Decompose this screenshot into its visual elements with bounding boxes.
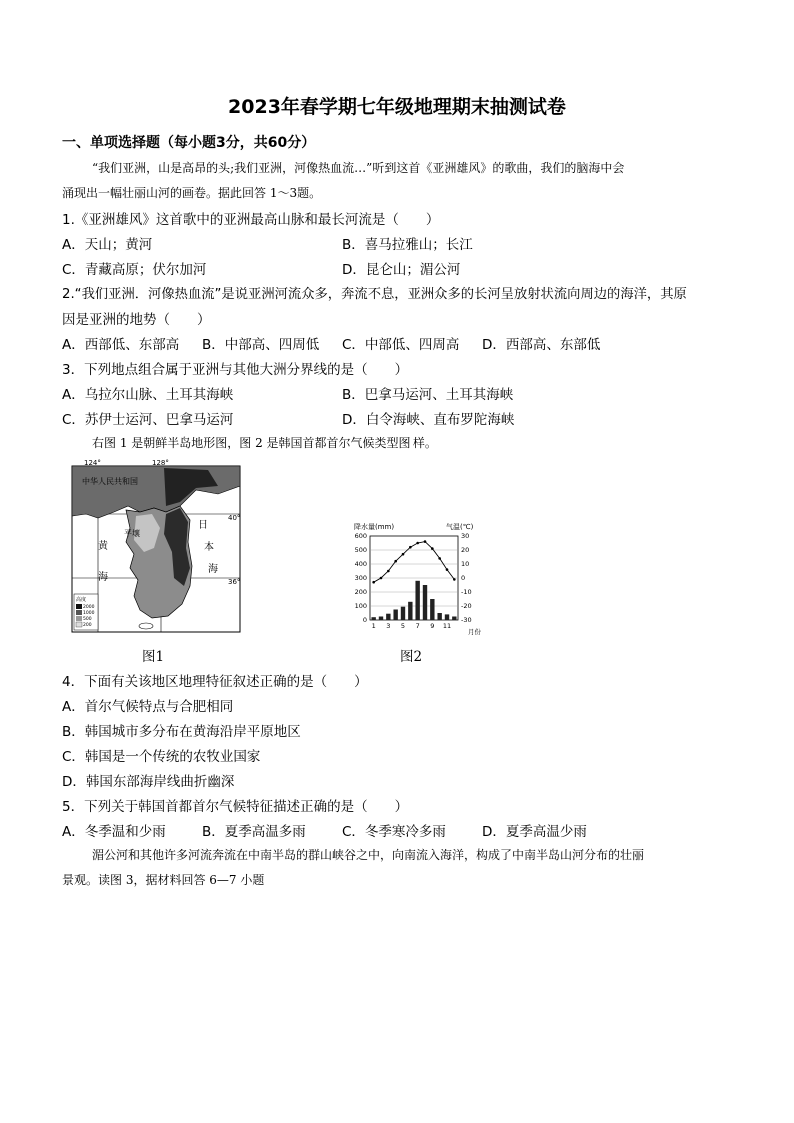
question-1-option-d[interactable]: D．昆仑山；湄公河: [342, 262, 461, 278]
climate-temp-tick-label: -10: [461, 588, 472, 597]
climate-month-tick-label: 11: [442, 622, 452, 630]
climate-temp-point: [438, 557, 441, 560]
question-3-option-c[interactable]: C．苏伊士运河、巴拿马运河: [62, 412, 234, 428]
map-label-yellow-sea: 黄: [98, 541, 108, 552]
question-5-option-a[interactable]: A．冬季温和少雨: [62, 824, 166, 840]
question-5-option-c[interactable]: C．冬季寒冷多雨: [342, 824, 446, 840]
figure-1-caption: 图1: [142, 649, 165, 665]
question-1-option-c[interactable]: C．青藏高原；伏尔加河: [62, 262, 207, 278]
question-2-option-a[interactable]: A．西部低、东部高: [62, 337, 180, 353]
material-intro-2: 右图 1 是朝鲜半岛地形图，图 2 是韩国首都首尔气候类型图 样。: [92, 436, 437, 450]
climate-precip-bar: [379, 617, 383, 621]
map-legend-value-1: 2000: [83, 605, 95, 610]
map-legend-value-2: 1000: [83, 611, 95, 616]
question-1-option-a[interactable]: A．天山；黄河: [62, 237, 153, 253]
climate-precip-tick-label: 100: [354, 602, 367, 611]
section-heading: 一、单项选择题（每小题3分，共60分）: [62, 135, 316, 151]
climate-precip-bar: [445, 614, 449, 620]
climate-precip-tick-label: 200: [354, 588, 367, 597]
question-5-option-b[interactable]: B．夏季高温多雨: [202, 824, 306, 840]
climate-precip-bar: [423, 585, 427, 620]
question-2-option-c[interactable]: C．中部低、四周高: [342, 337, 460, 353]
map-label-lon-128: 128°: [152, 459, 169, 467]
question-2-stem-a: 2.“我们亚洲．河像热血流”是说亚洲河流众多，奔流不息，亚洲众多的长河呈放射状流向周边的海洋，其原: [62, 287, 687, 302]
climate-temp-tick-label: -20: [461, 602, 472, 611]
climate-temp-point: [372, 581, 375, 584]
climate-precip-axis-label: 降水量(mm): [354, 523, 395, 531]
question-4-option-d[interactable]: D．韩国东部海岸线曲折幽深: [62, 774, 235, 790]
climate-month-tick-label: 3: [386, 622, 391, 630]
climate-precip-tick-label: 300: [354, 574, 367, 583]
map-label-lon-124: 124°: [84, 459, 101, 467]
climate-temp-point: [402, 553, 405, 556]
question-2-stem-b: 因是亚洲的地势（ ）: [62, 312, 211, 328]
climate-month-tick-label: 9: [430, 622, 435, 630]
question-1-option-b[interactable]: B．喜马拉雅山；长江: [342, 237, 473, 253]
question-2-option-d[interactable]: D．西部高、东部低: [482, 337, 601, 353]
question-3-stem: 3．下列地点组合属于亚洲与其他大洲分界线的是（ ）: [62, 362, 409, 378]
climate-precip-tick-label: 0: [362, 616, 367, 625]
page-title: 2023年春学期七年级地理期末抽测试卷: [228, 96, 566, 118]
question-5-option-d[interactable]: D．夏季高温少雨: [482, 824, 587, 840]
climate-temp-axis-label: 气温(℃): [446, 523, 474, 531]
climate-temp-point: [424, 540, 427, 543]
map-label-country: 中华人民共和国: [82, 477, 138, 486]
climate-precip-tick-label: 400: [354, 560, 367, 569]
question-3-option-d[interactable]: D．白令海峡、直布罗陀海峡: [342, 412, 515, 428]
climate-temp-point: [446, 568, 449, 571]
climate-precip-tick-label: 500: [354, 546, 367, 555]
map-legend-value-3: 500: [83, 617, 92, 622]
map-legend-value-4: 200: [83, 623, 92, 628]
question-2-option-b[interactable]: B．中部高、四周低: [202, 337, 320, 353]
climate-temp-point: [409, 546, 412, 549]
climate-precip-tick-label: 600: [354, 532, 367, 541]
climate-month-tick-label: 5: [400, 622, 406, 630]
map-label-japan-sea-1: 日: [198, 520, 208, 531]
climate-precip-bar: [430, 599, 434, 620]
question-5-stem: 5．下列关于韩国首都首尔气候特征描述正确的是（ ）: [62, 799, 409, 815]
climate-temp-point: [416, 542, 419, 545]
map-label-sea-char: 海: [98, 572, 108, 583]
climate-temp-tick-label: -30: [461, 616, 472, 625]
climate-temp-tick-label: 20: [461, 546, 470, 555]
question-3-option-a[interactable]: A．乌拉尔山脉、土耳其海峡: [62, 387, 234, 403]
climate-temp-point: [387, 570, 390, 573]
climate-precip-bar: [452, 617, 456, 621]
climate-precip-bar: [401, 607, 405, 620]
question-4-option-b[interactable]: B．韩国城市多分布在黄海沿岸平原地区: [62, 724, 301, 740]
material-intro-3a: 湄公河和其他许多河流奔流在中南半岛的群山峡谷之中，向南流入海洋，构成了中南半岛山河分布的壮丽: [92, 848, 645, 862]
climate-precip-bar: [408, 602, 412, 620]
climate-month-axis-label: 月份: [468, 628, 481, 636]
figure-2-caption: 图2: [400, 649, 423, 665]
climate-temp-point: [380, 577, 383, 580]
climate-temp-point: [394, 560, 397, 563]
climate-month-tick-label: 1: [371, 622, 376, 630]
question-4-option-a[interactable]: A．首尔气候特点与合肥相同: [62, 699, 234, 715]
material-intro-1a: “我们亚洲，山是高昂的头;我们亚洲，河像热血流…”听到这首《亚洲雄风》的歌曲，我们的脑海中会: [92, 161, 625, 175]
climate-precip-bar: [415, 581, 419, 620]
map-label-city: 平壤: [124, 529, 140, 538]
climate-temp-tick-label: 0: [461, 574, 466, 583]
seoul-climate-chart: [346, 520, 496, 638]
map-legend-title: 高度: [76, 597, 87, 603]
climate-temp-tick-label: 10: [461, 560, 470, 569]
map-label-japan-sea-2: 本: [204, 542, 214, 553]
map-label-lat-40: 40°: [228, 514, 241, 522]
map-label-japan-sea-3: 海: [208, 564, 218, 575]
climate-temp-tick-label: 30: [461, 532, 470, 541]
climate-precip-bar: [437, 613, 441, 620]
climate-precip-bar: [386, 614, 390, 620]
climate-month-tick-label: 7: [415, 622, 420, 630]
material-intro-3b: 景观。读图 3，据材料回答 6—7 小题: [62, 873, 265, 887]
material-intro-1b: 涌现出一幅壮丽山河的画卷。据此回答 1～3题。: [62, 186, 322, 200]
climate-temp-point: [453, 578, 456, 581]
question-4-stem: 4．下面有关该地区地理特征叙述正确的是（ ）: [62, 674, 368, 690]
map-legend: [74, 594, 98, 630]
map-label-lat-36: 36°: [228, 578, 241, 586]
climate-precip-bar: [393, 610, 397, 621]
climate-precip-bar: [371, 617, 375, 620]
climate-temp-point: [431, 547, 434, 550]
question-3-option-b[interactable]: B．巴拿马运河、土耳其海峡: [342, 387, 514, 403]
question-4-option-c[interactable]: C．韩国是一个传统的农牧业国家: [62, 749, 261, 765]
question-1-stem: 1.《亚洲雄风》这首歌中的亚洲最高山脉和最长河流是（ ）: [62, 212, 440, 228]
korean-peninsula-map: [68, 456, 244, 636]
